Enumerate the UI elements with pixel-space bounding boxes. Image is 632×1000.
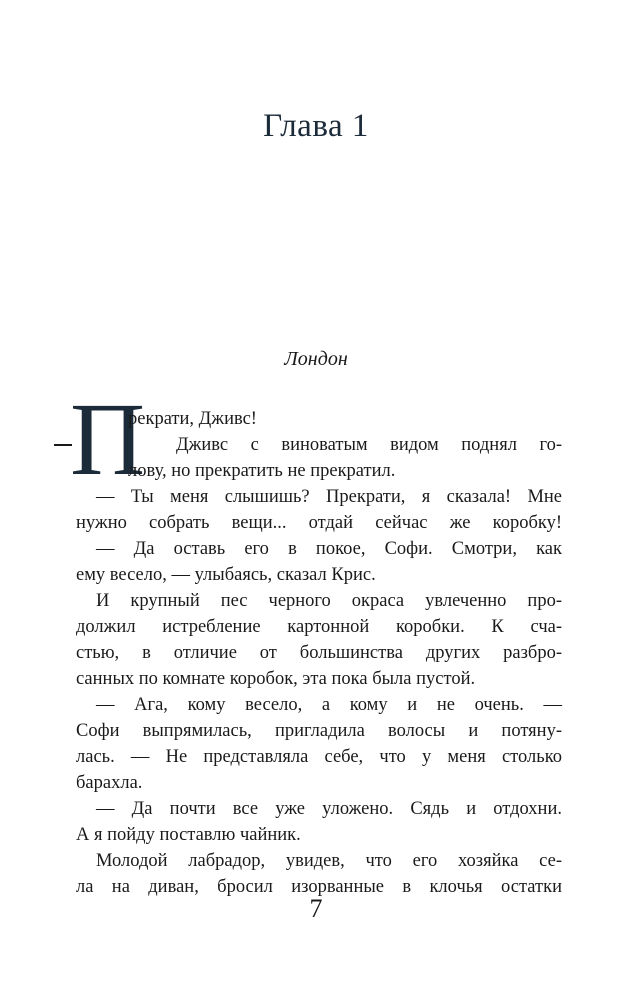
text-line-1: рекрати, Дживс! [128, 409, 257, 429]
text-line-8: И крупный пес черного окраса увлеченно про- [96, 591, 562, 611]
text-line-13: Софи выпрямилась, пригладила волосы и потяну- [76, 721, 562, 741]
text-line-17: А я пойду поставлю чайник. [76, 825, 301, 845]
text-line-4: — Ты меня слышишь? Прекрати, я сказала! Мне [96, 487, 562, 507]
text-line-2: Дживс с виноватым видом поднял го- [176, 435, 562, 455]
location-subheading: Лондон [284, 348, 348, 370]
text-line-14: лась. — Не представляла себе, что у меня столько [76, 747, 562, 767]
text-line-3: лову, но прекратить не прекратил. [128, 461, 396, 481]
text-line-10: стью, в отличие от большинства других разбро- [76, 643, 562, 663]
drop-cap-letter: П [70, 382, 146, 497]
text-line-19: ла на диван, бросил изорванные в клочья остатки [76, 877, 562, 897]
page-number: 7 [309, 894, 323, 923]
text-line-7: ему весело, — улыбаясь, сказал Крис. [76, 565, 376, 585]
text-line-6: — Да оставь его в покое, Софи. Смотри, как [96, 539, 562, 559]
text-line-16: — Да почти все уже уложено. Сядь и отдохни. [96, 799, 562, 819]
text-line-15: барахла. [76, 773, 143, 793]
text-line-5: нужно собрать вещи... отдай сейчас же коробку! [76, 513, 562, 533]
text-line-11: санных по комнате коробок, эта пока была пустой. [76, 669, 476, 689]
chapter-title: Глава 1 [263, 108, 369, 144]
text-line-9: должил истребление картонной коробки. К сча- [76, 617, 562, 637]
text-line-12: — Ага, кому весело, а кому и не очень. — [96, 695, 562, 715]
text-line-18: Молодой лабрадор, увидев, что его хозяйка се- [96, 851, 562, 871]
